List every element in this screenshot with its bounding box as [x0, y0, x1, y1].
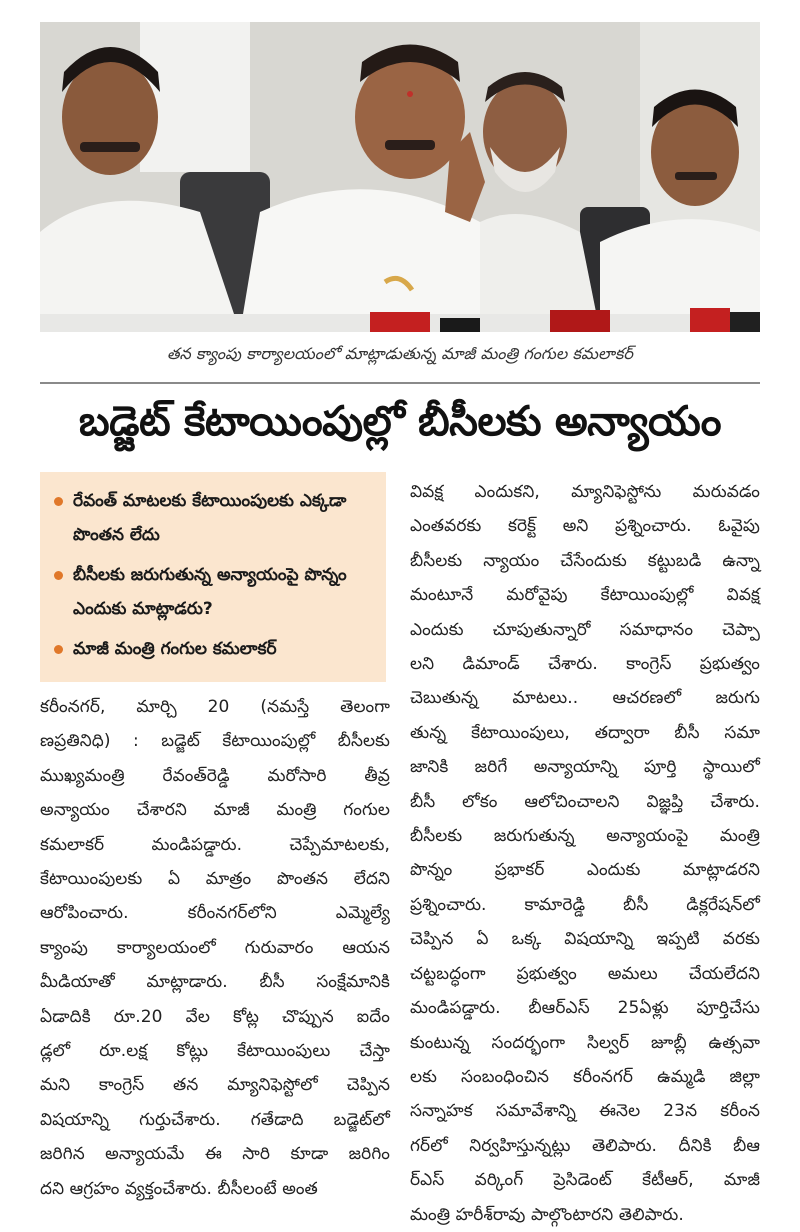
press-meet-photo [40, 22, 760, 332]
article-line: బీసీలకు జరుగుతున్న అన్యాయంపై మంత్రి [410, 826, 760, 847]
photo-caption: తన క్యాంపు కార్యాలయంలో మాట్లాడుతున్న మాజీ మంత్రి గంగుల కమలాకర్ [166, 344, 634, 363]
article-line: దని ఆగ్రహం వ్యక్తంచేశారు. బీసీలంటే అంత [40, 1178, 318, 1199]
article-line: పొన్నం ప్రభాకర్ ఎందుకు మాట్లాడరని [410, 860, 760, 881]
article-line: చెబుతున్న మాటలు.. ఆచరణలో జరుగు [410, 688, 760, 709]
article-line: లకు సంబంధించిన కరీంనగర్ ఉమ్మడి జిల్లా [410, 1066, 760, 1087]
highlights-box [40, 472, 386, 682]
article-line: మంటూనే మరోవైపు కేటాయింపుల్లో వివక్ష [410, 585, 760, 606]
article-line: ఆరోపించారు. కరీంనగర్‌లోని ఎమ్మెల్యే [40, 903, 390, 924]
article-line: విషయాన్ని గుర్తుచేశారు. గతేడాది బడ్జెట్‌లో [40, 1109, 390, 1130]
article-body-right [410, 475, 760, 1232]
article-line: ఎందుకు చూపుతున్నారో సమాధానం చెప్పా [410, 619, 760, 640]
highlight-text: బీసీలకు జరుగుతున్న అన్యాయంపై పొన్నం ఎందుకు మాట్లాడరు? [73, 565, 347, 619]
article-line: కరీంనగర్, మార్చి 20 (నమస్తే తెలంగా [40, 697, 390, 717]
article-line: మీడియాతో మాట్లాడారు. బీసీ సంక్షేమానికి [40, 972, 390, 993]
highlight-item [54, 632, 376, 666]
article-line: జరిగిన అన్యాయమే ఈ సారి కూడా జరిగిం [40, 1144, 390, 1165]
article-line: డ్లలో రూ.లక్ష కోట్లు కేటాయింపులు చేస్తా [40, 1041, 390, 1062]
article-line: అన్యాయం చేశారని మాజీ మంత్రి గంగుల [40, 800, 390, 821]
article-line: క్యాంపు కార్యాలయంలో గురువారం ఆయన [40, 937, 390, 958]
article-line: మని కాంగ్రెస్ తన మ్యానిఫెస్టోలో చెప్పిన [40, 1075, 390, 1096]
article-body-left [40, 690, 390, 1206]
bullet-icon [54, 497, 63, 506]
article-line: బీసీ లోకం ఆలోచించాలని విజ్ఞప్తి చేశారు. [410, 791, 760, 812]
article-line: ఎంతవరకు కరెక్ట్ అని ప్రశ్నించారు. ఓవైపు [410, 516, 760, 537]
article-line: బీసీలకు న్యాయం చేసేందుకు కట్టుబడి ఉన్నా [410, 550, 760, 571]
article-line: ణప్రతినిధి) : బడ్జెట్ కేటాయింపుల్లో బీసీలకు [40, 731, 390, 752]
article-line: ముఖ్యమంత్రి రేవంత్‌రెడ్డి మరోసారి తీవ్ర [40, 765, 390, 786]
highlight-item [54, 558, 376, 626]
article-line: ర్‌ఎస్ వర్కింగ్ ప్రెసిడెంట్ కేటీఆర్, మాజీ [410, 1170, 760, 1191]
article-line: కమలాకర్ మండిపడ్డారు. చెప్పేమాటలకు, [40, 834, 390, 855]
article-line: కేటాయింపులకు ఏ మాత్రం పొంతన లేదని [40, 869, 390, 890]
highlight-text: మాజీ మంత్రి గంగుల కమలాకర్ [73, 639, 277, 659]
article-line: జానికి జరిగే అన్యాయాన్ని పూర్తి స్థాయిలో [410, 757, 760, 778]
article-line: సన్నాహక సమావేశాన్ని ఈనెల 23న కరీంన [410, 1101, 760, 1122]
article-line: చెప్పిన ఏ ఒక్క విషయాన్ని ఇప్పటి వరకు [410, 929, 760, 950]
highlight-text: రేవంత్ మాటలకు కేటాయింపులకు ఎక్కడా పొంతన లేదు [73, 491, 347, 545]
article-line: ప్రశ్నించారు. కామారెడ్డి బీసీ డిక్లరేషన్‌లో [410, 894, 760, 915]
article-line: చట్టబద్ధంగా ప్రభుత్వం అమలు చేయలేదని [410, 963, 760, 984]
article-line: ఏడాదికి రూ.20 వేల కోట్ల చొప్పున ఐదేం [40, 1006, 390, 1027]
bullet-icon [54, 571, 63, 580]
headline: బడ్జెట్ కేటాయింపుల్లో బీసీలకు అన్యాయం [78, 397, 722, 445]
news-photo [40, 22, 760, 332]
article-line: తున్న కేటాయింపులు, తద్వారా బీసీ సమా [410, 722, 760, 743]
article-line: వివక్ష ఎందుకని, మ్యానిఫెస్టోను మరువడం [410, 482, 760, 502]
divider [40, 382, 760, 384]
article-line: మంత్రి హరీశ్‌రావు పాల్గొంటారని తెలిపారు. [410, 1204, 684, 1225]
article-line: మండిపడ్డారు. బీఆర్‌ఎస్ 25ఏళ్లు పూర్తిచేసు [410, 998, 760, 1019]
highlight-item [54, 484, 376, 552]
article-line: లని డిమాండ్ చేశారు. కాంగ్రెస్ ప్రభుత్వం [410, 654, 760, 675]
article-line: కుంటున్న సందర్భంగా సిల్వర్ జూబ్లీ ఉత్సవా [410, 1032, 760, 1053]
article-line: గర్‌లో నిర్వహిస్తున్నట్లు తెలిపారు. దీనికి బీఆ [410, 1135, 760, 1156]
bullet-icon [54, 645, 63, 654]
